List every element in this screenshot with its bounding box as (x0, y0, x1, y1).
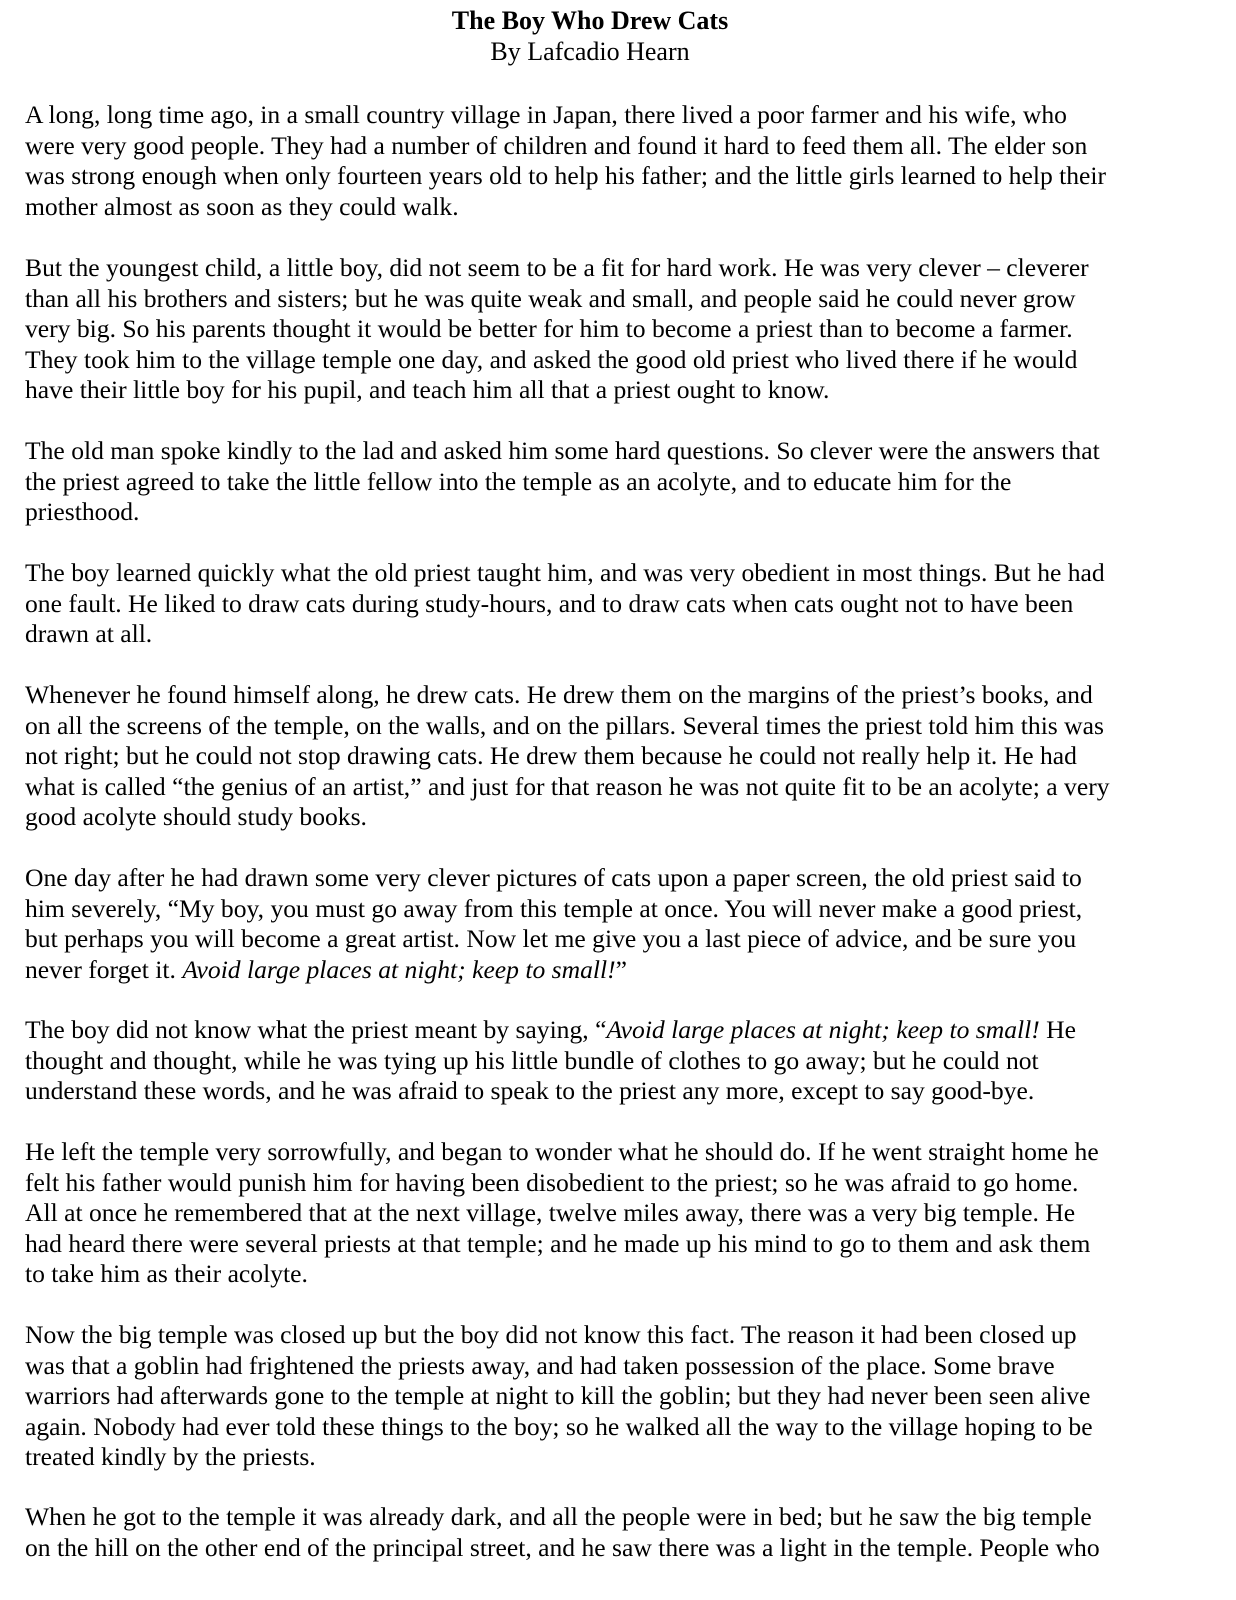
italic-quote: Avoid large places at night; keep to small! (606, 1015, 1040, 1044)
paragraph-line: warriors had afterwards gone to the temple at night to kill the goblin; but they had never been seen alive (25, 1381, 1091, 1411)
paragraph-3 (25, 436, 1215, 528)
paragraph-line: Now the big temple was closed up but the boy did not know this fact. The reason it had been closed up (25, 1320, 1077, 1349)
paragraph-line: He left the temple very sorrowfully, and began to wonder what he should do. If he went straight home he (25, 1137, 1099, 1166)
paragraph-line: very big. So his parents thought it would be better for him to become a priest than to become a farmer. (25, 314, 1073, 344)
paragraph-line: but perhaps you will become a great artist. Now let me give you a last piece of advice, and be sure you (25, 924, 1077, 954)
paragraph-line: than all his brothers and sisters; but he was quite weak and small, and people said he could never grow (25, 283, 1076, 313)
paragraph-line: treated kindly by the priests. (25, 1442, 316, 1472)
paragraph-7 (25, 1015, 1215, 1107)
paragraph-line: When he got to the temple it was already dark, and all the people were in bed; but he saw the big temple (25, 1502, 1092, 1531)
paragraph-line: All at once he remembered that at the next village, twelve miles away, there was a very big temple. He (25, 1198, 1076, 1228)
paragraph-line: understand these words, and he was afraid to speak to the priest any more, except to say good-bye. (25, 1076, 1035, 1106)
paragraph-line: They took him to the village temple one day, and asked the good old priest who lived there if he would (25, 344, 1078, 374)
paragraph-line: on all the screens of the temple, on the walls, and on the pillars. Several times the priest told him this was (25, 710, 1104, 740)
paragraph-line: was strong enough when only fourteen years old to help his father; and the little girls learned to help their (25, 161, 1107, 191)
paragraph-line: the priest agreed to take the little fellow into the temple as an acolyte, and to educate him for the (25, 466, 1012, 496)
paragraph-line: felt his father would punish him for having been disobedient to the priest; so he was afraid to go home. (25, 1167, 1079, 1197)
paragraph-line: had heard there were several priests at that temple; and he made up his mind to go to them and ask them (25, 1228, 1091, 1258)
paragraph-line: him severely, “My boy, you must go away from this temple at once. You will never make a good priest, (25, 893, 1083, 923)
paragraph-line: what is called “the genius of an artist,” and just for that reason he was not quite fit to be an acolyte; a very (25, 771, 1110, 801)
paragraph-line: have their little boy for his pupil, and teach him all that a priest ought to know. (25, 375, 830, 405)
line-text: never forget it. (25, 954, 183, 984)
line-text: He (1039, 1015, 1077, 1044)
paragraph-line: Whenever he found himself along, he drew cats. He drew them on the margins of the priest’s books, and (25, 680, 1093, 709)
paragraph-line: one fault. He liked to draw cats during study-hours, and to draw cats when cats ought not to have been (25, 588, 1074, 618)
paragraph-line: mother almost as soon as they could walk. (25, 191, 459, 221)
paragraph-line: good acolyte should study books. (25, 802, 367, 832)
paragraph-1 (25, 100, 1215, 222)
line-text: ” (615, 954, 628, 984)
paragraph-line: The old man spoke kindly to the lad and asked him some hard questions. So clever were the answers that (25, 436, 1100, 465)
paragraph-2 (25, 253, 1215, 406)
paragraph-line: again. Nobody had ever told these things to the boy; so he walked all the way to the village hoping to be (25, 1411, 1093, 1441)
paragraph-line: priesthood. (25, 497, 140, 527)
paragraph-line: One day after he had drawn some very clever pictures of cats upon a paper screen, the old priest said to (25, 863, 1082, 892)
paragraph-6 (25, 863, 1215, 985)
paragraph-line: But the youngest child, a little boy, did not seem to be a fit for hard work. He was very clever – cleverer (25, 253, 1089, 282)
italic-quote: Avoid large places at night; keep to small! (182, 954, 616, 984)
paragraph-line: were very good people. They had a number of children and found it hard to feed them all. The elder son (25, 130, 1088, 160)
document-author: By Lafcadio Hearn (490, 37, 690, 66)
paragraph-line: to take him as their acolyte. (25, 1259, 308, 1289)
paragraph-line: on the hill on the other end of the principal street, and he saw there was a light in the temple. People who (25, 1532, 1100, 1562)
paragraph-10 (25, 1502, 1215, 1563)
paragraph-8 (25, 1137, 1215, 1290)
paragraph-line (25, 1015, 1215, 1046)
paragraph-line: drawn at all. (25, 619, 153, 649)
paragraph-line: The boy learned quickly what the old priest taught him, and was very obedient in most things. But he had (25, 558, 1105, 587)
paragraph-4 (25, 558, 1215, 650)
paragraph-line: A long, long time ago, in a small country village in Japan, there lived a poor farmer and his wife, who (25, 100, 1067, 129)
paragraph-line: was that a goblin had frightened the priests away, and had taken possession of the place. Some brave (25, 1350, 1055, 1380)
line-text: The boy did not know what the priest meant by saying, “ (25, 1015, 607, 1044)
paragraph-9 (25, 1320, 1215, 1473)
document-title: The Boy Who Drew Cats (451, 6, 729, 35)
paragraph-line: not right; but he could not stop drawing cats. He drew them because he could not really help it. He had (25, 741, 1077, 771)
paragraph-5 (25, 680, 1215, 833)
paragraph-line (25, 955, 1215, 986)
paragraph-line: thought and thought, while he was tying up his little bundle of clothes to go away; but he could not (25, 1045, 1039, 1075)
